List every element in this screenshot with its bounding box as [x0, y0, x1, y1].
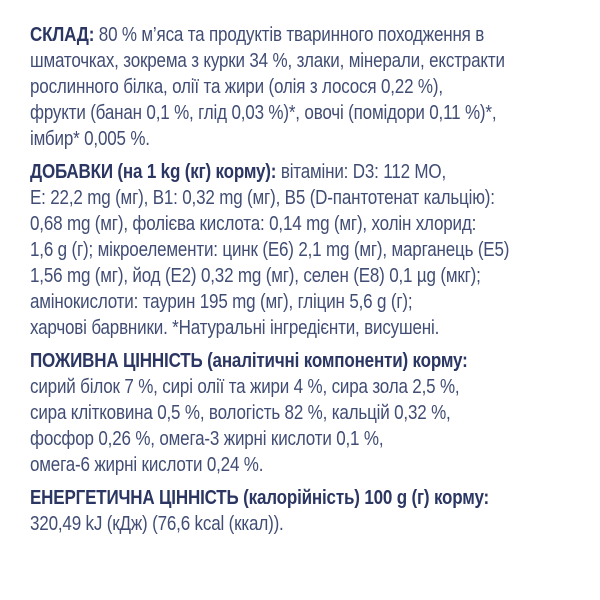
body-text: шматочках, зокрема з курки 34 %, злаки, мінерали, екстракти	[30, 50, 505, 72]
body-text: рослинного білка, олії та жири (олія з лосося 0,22 %),	[30, 76, 443, 98]
text-line	[30, 289, 506, 315]
text-line	[30, 485, 506, 511]
text-line	[30, 237, 510, 263]
text-line	[30, 263, 506, 289]
body-text: Е: 22,2 mg (мг), В1: 0,32 mg (мг), В5 (D-пантотенат кальцію):	[30, 187, 495, 209]
body-text: 320,49 kJ (кДж) (76,6 kcal (ккал)).	[30, 513, 284, 535]
body-text: фрукти (банан 0,1 %, глід 0,03 %)*, овочі (помідори 0,11 %)*,	[30, 102, 497, 124]
body-text: вітаміни: D3: 112 МО,	[276, 161, 447, 183]
text-line	[30, 22, 506, 48]
text-line	[30, 452, 506, 478]
text-line	[30, 126, 506, 152]
body-text: 0,68 mg (мг), фолієва кислота: 0,14 mg (мг), холін хлорид:	[30, 213, 477, 235]
section-composition	[30, 22, 506, 152]
body-text: імбир* 0,005 %.	[30, 128, 150, 150]
body-text: сирий білок 7 %, сирі олії та жири 4 %, сира зола 2,5 %,	[30, 376, 460, 398]
text-line	[30, 74, 506, 100]
body-text: 80 % м’яса та продуктів тваринного походження в	[94, 24, 485, 46]
text-line	[30, 211, 506, 237]
section-heading: СКЛАД:	[30, 24, 95, 46]
section-additives	[30, 159, 510, 341]
body-text: 1,56 mg (мг), йод (Е2) 0,32 mg (мг), селен (Е8) 0,1 µg (мкг);	[30, 265, 481, 287]
body-text: 1,6 g (г); мікроелементи: цинк (Е6) 2,1 mg (мг), марганець (Е5)	[30, 239, 510, 261]
body-text: харчові барвники. *Натуральні інгредієнти, висушені.	[30, 317, 440, 339]
text-line	[30, 185, 506, 211]
section-heading: ДОБАВКИ (на 1 kg (кг) корму):	[30, 161, 277, 183]
text-line	[30, 348, 506, 374]
section-heading: ПОЖИВНА ЦІННІСТЬ (аналітичні компоненти) корму:	[30, 350, 468, 372]
body-text: сира клітковина 0,5 %, вологість 82 %, кальцій 0,32 %,	[30, 402, 451, 424]
section-nutritional-value	[30, 348, 506, 478]
body-text: амінокислоти: таурин 195 mg (мг), гліцин 5,6 g (г);	[30, 291, 413, 313]
text-line	[30, 48, 506, 74]
text-line	[30, 315, 506, 341]
body-text: омега-6 жирні кислоти 0,24 %.	[30, 454, 264, 476]
text-line	[30, 511, 506, 537]
text-line	[30, 100, 506, 126]
text-line	[30, 400, 506, 426]
text-line	[30, 159, 506, 185]
text-line	[30, 374, 506, 400]
text-line	[30, 426, 506, 452]
body-text: фосфор 0,26 %, омега-3 жирні кислоти 0,1 %,	[30, 428, 384, 450]
section-heading: ЕНЕРГЕТИЧНА ЦІННІСТЬ (калорійність) 100 g (г) корму:	[30, 487, 489, 509]
section-energy-value	[30, 485, 506, 537]
